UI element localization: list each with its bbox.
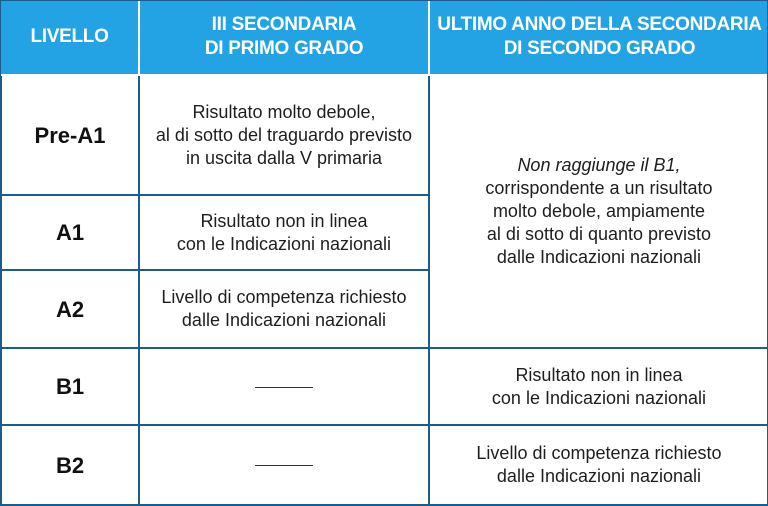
level-cell — [1, 75, 139, 195]
header-row — [1, 0, 768, 75]
level-label: B1 — [55, 374, 85, 399]
col1-cell-empty — [139, 348, 429, 425]
header-level — [1, 0, 139, 75]
col2-cell — [429, 425, 768, 505]
cell-line: al di sotto di quanto previsto — [486, 224, 712, 244]
level-label: A1 — [55, 220, 85, 245]
row-b2 — [1, 425, 768, 505]
header-col2-line2: DI SECONDO GRADO — [503, 38, 696, 59]
header-col1 — [139, 0, 429, 75]
cell-line: al di sotto del traguardo previsto — [155, 124, 413, 145]
cell-line: con le Indicazioni nazionali — [491, 387, 707, 408]
row-pre-a1 — [1, 75, 768, 195]
col1-cell — [139, 195, 429, 270]
merged-col2-cell — [429, 75, 768, 348]
cell-line: Risultato non in linea — [515, 364, 683, 385]
cell-line: in uscita dalla V primaria — [185, 147, 383, 168]
cell-line: corrispondente a un risultato — [485, 178, 713, 198]
header-col2 — [429, 0, 768, 75]
level-cell — [1, 425, 139, 505]
level-label: Pre-A1 — [34, 122, 106, 148]
cell-line: Risultato non in linea — [200, 210, 368, 231]
cell-line: molto debole, ampiamente — [492, 201, 706, 221]
header-level-label: LIVELLO — [30, 26, 109, 47]
cell-line: dalle Indicazioni nazionali — [496, 247, 702, 267]
cell-line: Risultato molto debole, — [192, 101, 376, 122]
level-label: B2 — [55, 452, 85, 478]
level-cell — [1, 270, 139, 348]
header-col1-line1: III SECONDARIA — [211, 14, 357, 35]
merged-italic-line: Non raggiunge il B1, — [517, 155, 681, 175]
cell-line: dalle Indicazioni nazionali — [496, 466, 702, 486]
cell-line: dalle Indicazioni nazionali — [181, 310, 387, 330]
col2-cell — [429, 348, 768, 425]
cell-line: Livello di competenza richiesto — [161, 287, 407, 307]
header-col2-line1: ULTIMO ANNO DELLA SECONDARIA — [437, 14, 762, 35]
header-col1-line2: DI PRIMO GRADO — [204, 38, 364, 59]
col1-cell — [139, 270, 429, 348]
row-b1 — [1, 348, 768, 425]
level-cell — [1, 195, 139, 270]
cell-line: con le Indicazioni nazionali — [176, 233, 392, 254]
col1-cell-empty — [139, 425, 429, 505]
level-cell — [1, 348, 139, 425]
cell-line: Livello di competenza richiesto — [476, 443, 722, 463]
col1-cell — [139, 75, 429, 195]
empty-dash — [255, 387, 313, 388]
level-label: A2 — [55, 296, 85, 322]
empty-dash — [255, 465, 313, 466]
